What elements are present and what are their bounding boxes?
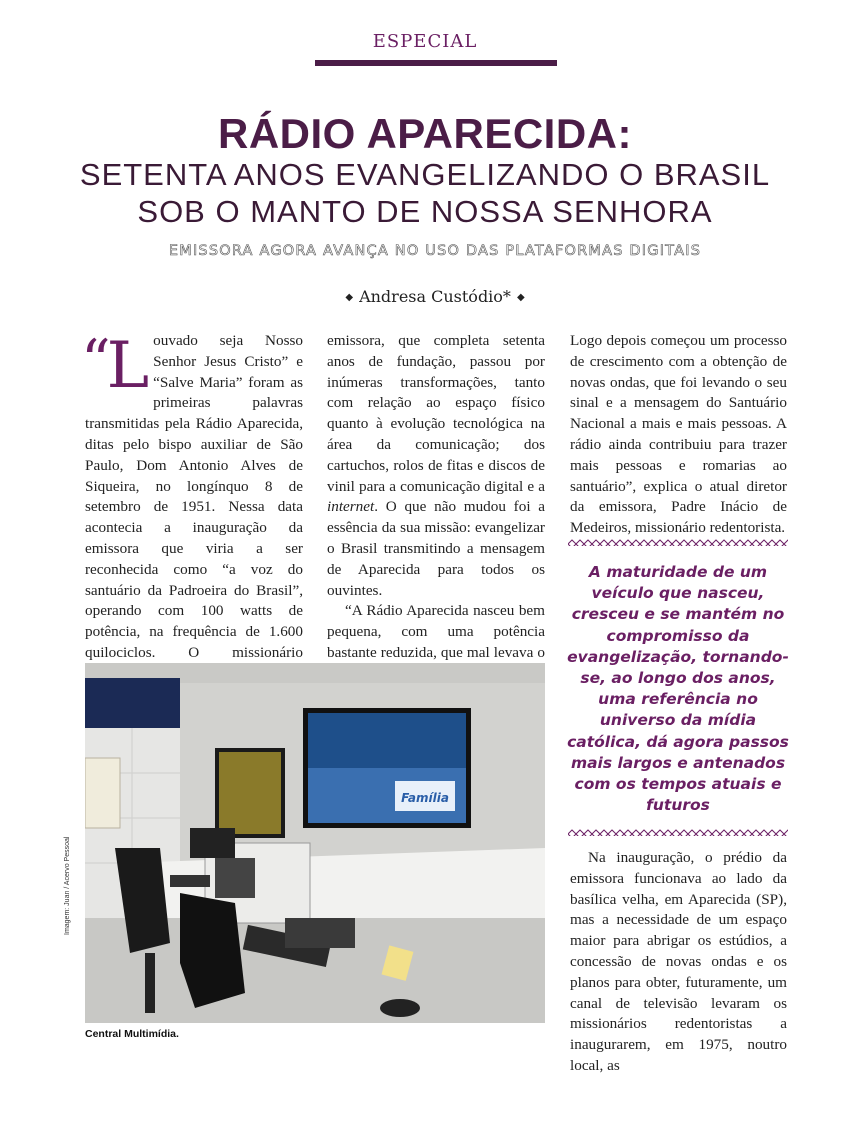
article-column-2 <box>327 331 545 705</box>
drop-cap-quote: “ <box>81 327 107 395</box>
article-photo <box>85 663 545 1023</box>
divider-pattern <box>568 539 788 546</box>
section-label: ESPECIAL <box>372 31 478 52</box>
pull-quote: A maturidade de um veículo que nasceu, cresceu e se mantém no compromisso da evangelização, tornando-se, ao longo dos anos, uma referência no universo da mídia católica, dá agora passos mais largos e antenados com os tempos atuais e futuros <box>567 563 789 815</box>
photo-caption: Central Multimídia. <box>85 1028 179 1040</box>
byline <box>0 287 850 306</box>
paragraph-text: emissora, que completa setenta anos de fundação, passou por inúmeras transformações, tanto com relação ao espaço físico quanto à evolução tecnológica na área da comunicação; dos cartuchos, rolos de fitas e discos de vinil para a comunicação digital e a <box>327 332 545 495</box>
diamond-icon: ◆ <box>345 292 354 303</box>
article-column-3 <box>570 331 787 539</box>
control-room-illustration <box>85 663 545 1023</box>
photo-credit: Imagem: Juan / Acervo Pessoal <box>64 836 71 935</box>
paragraph-text: Logo depois começou um processo de crescimento com a obtenção de novas ondas, que foi levando o seu sinal e a mensagem do Santuário Nacional a mais e mais pessoas. A rádio ainda contribuiu para trazer mais pessoas e romarias ao santuário”, explica o atual diretor da emissora, Padre Inácio de Medeiros, missionário redentorista. <box>570 332 787 537</box>
drop-cap <box>81 327 150 403</box>
screen-logo: Família <box>401 791 449 805</box>
paragraph-text: ouvado seja Nosso Senhor Jesus Cristo” e “Salve Maria” foram as primeiras palavras transmitidas pela Rádio Aparecida, ditas pelo bispo auxiliar de São Paulo, Dom Antonio Alves de Siqueira, no longínquo 8 de setembro de 1951. Nessa data acontecia a inauguração da emissora que viria a ser reconhecida como “a voz do santuário da Padroeira do Brasil”, operando com 100 watts de potência, na frequência de 1.600 quilociclos. O missionário <box>85 332 303 661</box>
divider-pattern <box>568 829 788 836</box>
paragraph-text: . O que não mudou foi a essência da sua missão: evangelizar o Brasil transmitindo a mensagem de Aparecida para todos os ouvintes. <box>327 498 545 599</box>
article-subtitle <box>0 156 850 230</box>
subtitle-line-2: SOB O MANTO DE NOSSA SENHORA <box>137 194 713 229</box>
subtitle-line-1: SETENTA ANOS EVANGELIZANDO O BRASIL <box>79 157 771 192</box>
article-deck: EMISSORA AGORA AVANÇA NO USO DAS PLATAFORMAS DIGITAIS <box>168 243 702 259</box>
paragraph-text: Na inauguração, o prédio da emissora funcionava ao lado da basílica velha, em Aparecida (SP), mas a necessidade de um espaço maior para abrigar os estúdios, a concessão de novas ondas e os planos para obter, futuramente, um canal de televisão levaram os missionários redentoristas a inaugurarem, em 1975, noutro local, as <box>570 849 787 1074</box>
section-rule <box>315 60 557 66</box>
article-column-3-continued <box>570 848 787 1077</box>
pullquote-divider-top <box>568 536 788 546</box>
paragraph-text: “A Rádio Aparecida nasceu bem pequena, com uma potência bastante reduzida, que mal levava o <box>327 602 545 661</box>
article-title: RÁDIO APARECIDA: <box>218 110 632 157</box>
italic-term: internet <box>327 498 375 516</box>
author-name: Andresa Custódio* <box>359 287 511 306</box>
pullquote-divider-bottom <box>568 826 788 836</box>
drop-cap-letter: L <box>106 329 150 403</box>
diamond-icon: ◆ <box>516 292 525 303</box>
